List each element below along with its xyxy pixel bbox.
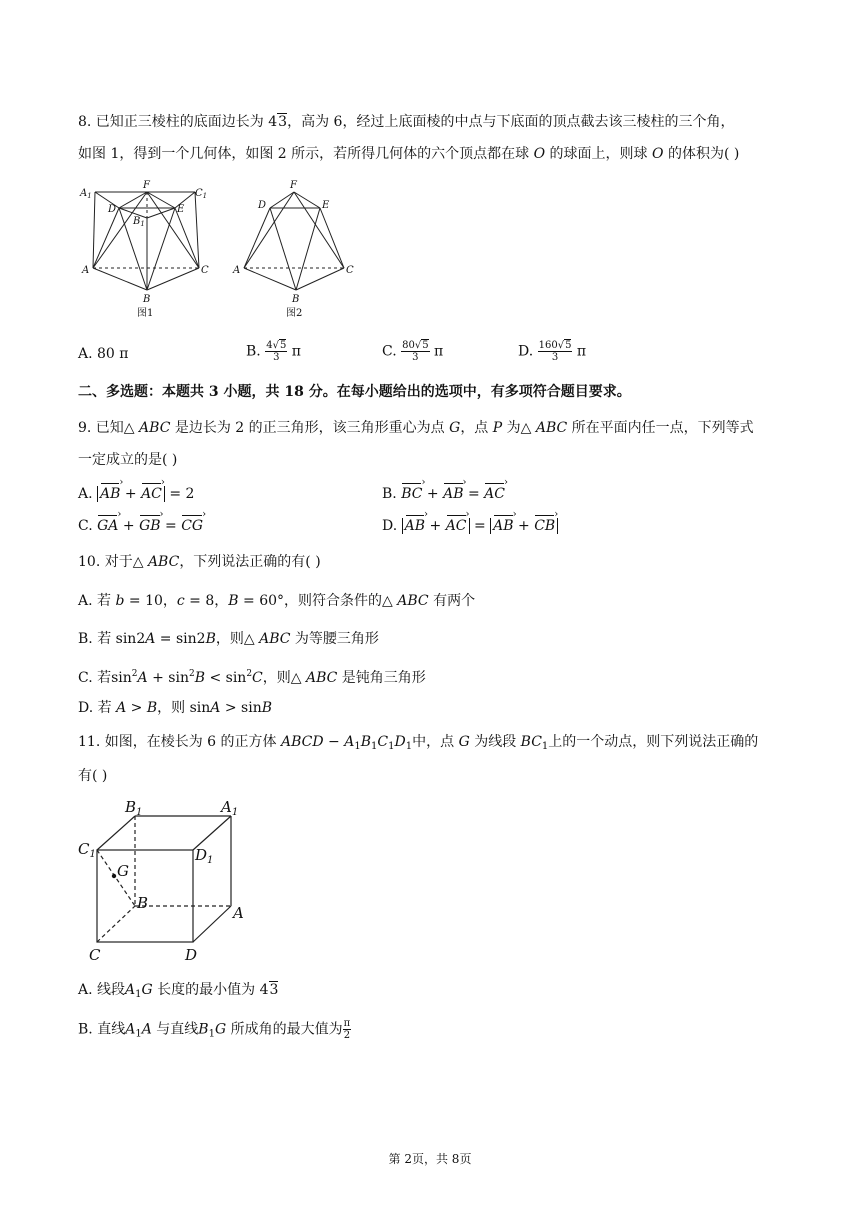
svg-text:F: F bbox=[143, 180, 150, 191]
q10-stem: 10. 对于△ ABC，下列说法正确的有( ) bbox=[78, 554, 321, 570]
svg-text:D: D bbox=[258, 200, 267, 211]
svg-text:B: B bbox=[292, 294, 300, 305]
q9-option-c: C. GA › + GB › = CG › bbox=[78, 516, 203, 536]
svg-text:D: D bbox=[185, 946, 198, 964]
svg-text:图1: 图1 bbox=[137, 308, 154, 319]
svg-text:B: B bbox=[143, 294, 151, 305]
q10-option-a: A. 若 b = 10，c = 8，B = 60°，则符合条件的△ ABC 有两个 bbox=[78, 593, 476, 609]
q9-option-d: D. AB › + AC › = AB › + CB › bbox=[382, 516, 558, 536]
q11-line1: 11. 如图，在棱长为 6 的正方体 ABCD − $A_1B_1C_1D_1$中，点 G 为线段 $BC_1$上的一个动点，则下列说法正确的 bbox=[78, 734, 759, 752]
q8-option-d: D. $\frac{160√5}{3}$ π bbox=[518, 340, 587, 363]
svg-text:B: B bbox=[137, 894, 149, 912]
q10-option-c: C. 若$\sin^2A + \sin^2B < \sin^2C$，则△ ABC 是钝角三角形 bbox=[78, 669, 426, 686]
svg-text:E: E bbox=[177, 204, 185, 215]
svg-text:C1: $C_1$ bbox=[195, 188, 208, 200]
q8-option-c: C. $\frac{80√5}{3}$ π bbox=[382, 340, 444, 363]
q8-option-b: B. $\frac{4√5}{3}$ π bbox=[246, 340, 301, 363]
svg-text:C: C bbox=[89, 946, 101, 964]
svg-text:C: C bbox=[201, 265, 209, 276]
q10-option-b: B. 若 sin2A = sin2B，则△ ABC 为等腰三角形 bbox=[78, 631, 379, 647]
q11-cube-figure bbox=[75, 796, 255, 966]
svg-text:A: A bbox=[82, 265, 90, 276]
q8-figure1 bbox=[75, 178, 215, 320]
q10-option-d: D. 若 A > B，则 sinA > sinB bbox=[78, 700, 273, 716]
svg-text:D1: $D_1$ bbox=[195, 846, 214, 866]
q8-option-a: A. 80 π bbox=[78, 346, 129, 362]
q11-option-b: B. 直线$A_1A$ 与直线$B_1G$ 所成角的最大值为 $\frac{\pi}{2}$ bbox=[78, 1018, 351, 1041]
svg-text:F: F bbox=[290, 180, 297, 191]
svg-text:A1: $A_1$ bbox=[221, 798, 239, 818]
svg-text:E: E bbox=[322, 200, 330, 211]
q8-figure2 bbox=[230, 178, 360, 320]
q9-line1: 9. 已知△ ABC 是边长为 2 的正三角形，该三角形重心为点 G，点 P 为△ ABC 所在平面内任一点，下列等式 bbox=[78, 420, 754, 436]
q11-option-a: A. 线段$A_1G$ 长度的最小值为 43 bbox=[78, 982, 279, 1000]
svg-text:G: G bbox=[117, 862, 129, 880]
svg-text:C1: $C_1$ bbox=[78, 840, 96, 860]
svg-text:C: C bbox=[346, 265, 354, 276]
svg-text:A: A bbox=[233, 265, 241, 276]
q9-option-a: A. AB › + AC › = 2 bbox=[78, 484, 194, 504]
q11-line2: 有( ) bbox=[78, 768, 108, 784]
q9-line2: 一定成立的是( ) bbox=[78, 452, 178, 468]
q8-line2: 如图 1，得到一个几何体，如图 2 所示，若所得几何体的六个顶点都在球 O 的球面上，则球 O 的体积为( ) bbox=[78, 146, 740, 162]
section-heading: 二、多选题：本题共 3 小题，共 18 分。在每小题给出的选项中，有多项符合题目要求。 bbox=[78, 384, 631, 400]
svg-text:B1: $B_1$ bbox=[125, 798, 143, 818]
q9-option-b: B. BC › + AB › = AC › bbox=[382, 484, 505, 504]
svg-text:图2: 图2 bbox=[286, 308, 303, 319]
svg-text:A: A bbox=[233, 904, 244, 922]
q8-line1: 8. 已知正三棱柱的底面边长为 43，高为 6，经过上底面棱的中点与下底面的顶点截去该三棱柱的三个角， bbox=[78, 114, 735, 130]
page-footer: 第 2页，共 8页 bbox=[388, 1152, 472, 1166]
svg-text:D: D bbox=[108, 204, 117, 215]
svg-text:B1: $B_1$ bbox=[133, 216, 145, 228]
svg-text:A1: $A_1$ bbox=[80, 188, 92, 200]
